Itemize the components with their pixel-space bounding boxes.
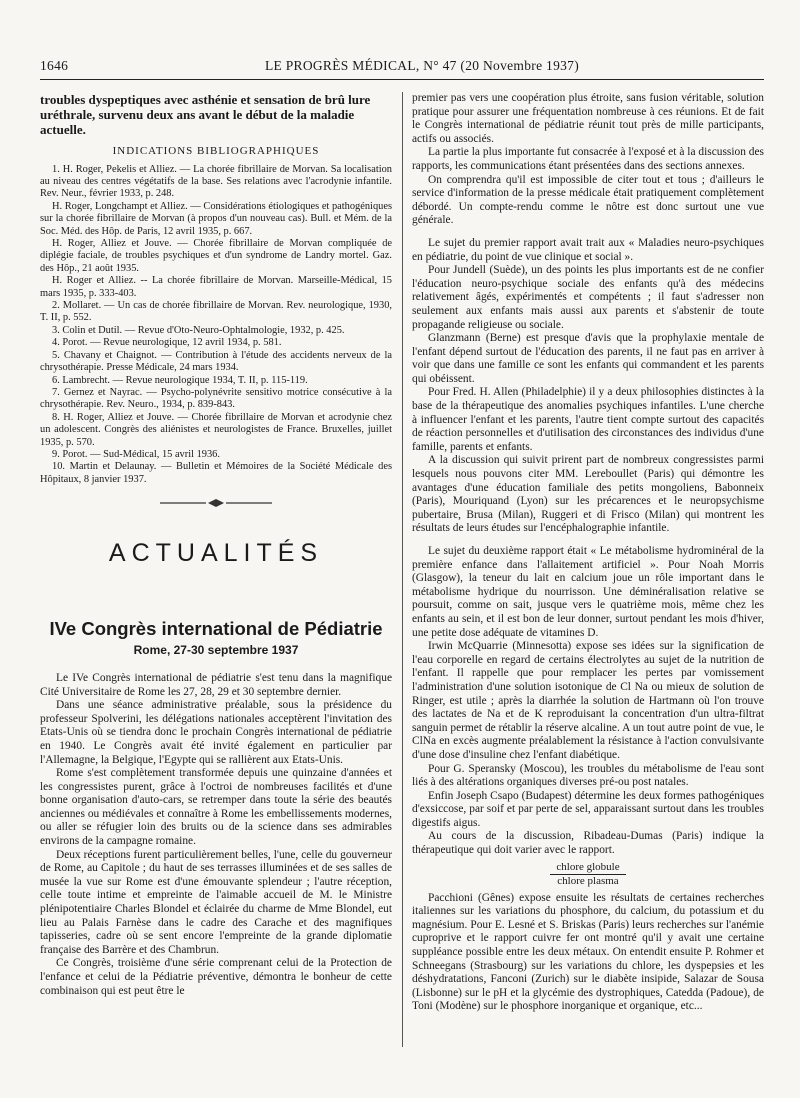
ratio-numerator: chlore globule bbox=[550, 861, 625, 875]
body-paragraph: Pacchioni (Gênes) expose ensuite les résultats de certaines recherches italiennes sur les variations du phosphore, du calcium, du potassium et du magnésium. Pour E. Lesné et S. Briskas (Paris) leurs recherches sur l'anémie cuproprive et le rapport cuivre fer ont montré qu'il y avait une certaine suppléance possible entre les deux métaux. On entendit ensuite P. Rohmer et Schneegans (Strasbourg) sur les variations du chlore, les dyspepsies et les déshydratations, Fanconi (Zurich) sur le diabète insipide, Salazar de Sousa (Lisbonne) sur le pH et la glycémie des dystrophiques, Catedda (Padoue), de Toni (Modène) sur le phosphore inorganique et organique, etc... bbox=[412, 891, 764, 1013]
reference-item: 10. Martin et Delaunay. — Bulletin et Mémoires de la Société Médicale des Hôpitaux, 8 janvier 1937. bbox=[40, 461, 392, 485]
reference-item: 5. Chavany et Chaignot. — Contribution à l'étude des accidents nerveux de la chrysothérapie. Presse Médicale, 24 mars 1934. bbox=[40, 349, 392, 374]
body-paragraph: Rome s'est complètement transformée depuis une quinzaine d'années et les congressistes purent, grâce à l'octroi de nombreuses facilités et d'une bonne organisation d'auto-cars, se retremper dans toute la série des beautés anciennes ou médiévales et connaître à Rome les embellissements modernes, ou aller se réfugier loin des bruits ou de la science dans ses admirables environs de la campagne romaine. bbox=[40, 767, 392, 848]
body-paragraph: Au cours de la discussion, Ribadeau-Dumas (Paris) indique la thérapeutique qui doit varier avec le rapport. bbox=[412, 830, 764, 857]
body-paragraph: Pour G. Speransky (Moscou), les troubles du métabolisme de l'eau sont liés à des altérations organiques diverses pré-ou post natales. bbox=[412, 762, 764, 789]
body-paragraph: Ce Congrès, troisième d'une série comprenant celui de la Protection de l'enfance et celui de la Pédiatrie préventive, démontra le bonheur de cette combinaison qui est peut être le bbox=[40, 957, 392, 997]
body-paragraph: Le IVe Congrès international de pédiatrie s'est tenu dans la magnifique Cité Universitaire de Rome les 27, 28, 29 et 30 septembre dernier. bbox=[40, 671, 392, 698]
left-column bbox=[40, 92, 392, 998]
body-paragraph: Irwin McQuarrie (Minnesotta) expose ses idées sur la signification de l'eau corporelle en regard de certains électrolytes au sujet de la nutrition de l'enfant. Il rappelle que pour remplacer les pertes par vomissement l'administration d'une solution isotonique de Cl Na ou mieux de solution de Ringer, est utile ; après la diarrhée la solution de Hartmann où l'on trouve des lactates de Na et de K reproduisant la concentration d'un ultra-filtrat sanguin permet de rétablir la réserve alcaline. A un tout autre point de vue, le ClNa en excès augmente préalablement la résistance à l'action convulsivante d'une dose d'insuline chez l'enfant diabétique. bbox=[412, 640, 764, 761]
reference-item: 7. Gernez et Nayrac. — Psycho-polynévrite sensitivo motrice consécutive à la chrysothérapie. Rev. Neuro., 1934, p. 839-843. bbox=[40, 386, 392, 411]
body-paragraph: La partie la plus importante fut consacrée à l'exposé et à la discussion des rapports, les communications étant présentées dans des sections annexes. bbox=[412, 146, 764, 172]
body-paragraph: Dans une séance administrative préalable, sous la présidence du professeur Spolverini, les délégations nationales acceptèrent l'invitation des Etats-Unis où se tiendra donc le prochain Congrès international de pédiatrie en 1940. Le Congrès avait été invité également en particulier par l'Allemagne, la Belgique, l'Egypte qui se rallièrent aux Etats-Unis. bbox=[40, 699, 392, 766]
reference-item: 4. Porot. — Revue neurologique, 12 avril 1934, p. 581. bbox=[52, 337, 282, 349]
reference-item: 1. H. Roger, Pekelis et Alliez. — La chorée fibrillaire de Morvan. Sa localisation au niveau des centres végétatifs de la base. Ses relations avec l'acrodynie infantile. Rev. Neur., février 1933, p. 248. bbox=[40, 163, 392, 200]
running-header bbox=[40, 58, 764, 76]
reference-item: 2. Mollaret. — Un cas de chorée fibrillaire de Morvan. Rev. neurologique, 1930, T. II, p. 552. bbox=[40, 300, 392, 324]
reference-item: H. Roger, Longchampt et Alliez. — Considérations étiologiques et pathogéniques sur la chorée fibrillaire de Morvan (à propos d'un nouveau cas). Bull. et Mém. de la Soc. Méd. des Hôp. de Paris, 12 avril 1935, p. 667. bbox=[40, 200, 392, 237]
body-paragraph: Le sujet du premier rapport avait trait aux « Maladies neuro-psychiques en pédiatrie, du point de vue clinique et social ». bbox=[412, 236, 764, 263]
bibliography-heading: INDICATIONS BIBLIOGRAPHIQUES bbox=[112, 145, 320, 157]
body-paragraph: Enfin Joseph Csapo (Budapest) détermine les deux formes pathogéniques d'exsiccose, par soif et par perte de sel, apparaissant surtout dans les troubles digestifs aigus. bbox=[412, 789, 764, 829]
congress-title: IVe Congrès international de Pédiatrie bbox=[49, 618, 383, 640]
reference-item: 3. Colin et Dutil. — Revue d'Oto-Neuro-Ophtalmologie, 1932, p. 425. bbox=[52, 324, 345, 336]
body-paragraph: A la discussion qui suivit prirent part de nombreux congressistes parmi lesquels nous pouvons citer MM. Lereboullet (Paris) qui démontre les avantages d'une éducation familiale des petits mongoliens, Babonneix (Paris), Mouriquand (Lyon) sur les précarences et le neuropsychisme pubertaire, Brusa (Milan), Ruggeri et di Frisco (Milan) qui montrent les résultats de leurs études sur l'encéphalographie infantile. bbox=[412, 454, 764, 535]
reference-item: 6. Lambrecht. — Revue neurologique 1934, T. II, p. 115-119. bbox=[52, 374, 308, 386]
ratio-formula bbox=[412, 861, 764, 888]
paragraph-gap bbox=[412, 536, 764, 545]
body-paragraph: Le sujet du deuxième rapport était « Le métabolisme hydrominéral de la première enfance dans l'allaitement artificiel ». Pour Noah Morris (Glasgow), la teneur du lait en calcium joue un rôle important dans le métabolisme hydrique du nourrisson. Une déminéralisation relative se poursuit, comme on sait, jusque vers le quatrième mois, même chez les enfants au sein, et il est bon de leur donner, surtout pendant les mois d'hiver, une petite dose adéquate de vitamines D. bbox=[412, 545, 764, 639]
reference-item: H. Roger, Alliez et Jouve. — Chorée fibrillaire de Morvan compliquée de diplégie faciale, de troubles psychiques et d'un syndrome de Landry mortel. Gaz. des Hôp., 21 août 1935. bbox=[40, 238, 392, 274]
body-paragraph: On comprendra qu'il est impossible de citer tout et tous ; d'ailleurs le service d'information de la presse médicale était pratiquement complètement débordé. Un compte-rendu comme le nôtre est donc surtout une vue générale. bbox=[412, 173, 764, 227]
ornament-divider bbox=[40, 498, 392, 513]
running-title: LE PROGRÈS MÉDICAL, N° 47 (20 Novembre 1937) bbox=[264, 58, 580, 73]
body-paragraph: Pour Fred. H. Allen (Philadelphie) il y a deux philosophies distinctes à la base de la thérapeutique des anomalies psychiques infantiles. L'une cherche à influencer l'enfant et les parents, l'autre tient compte surtout des capacités de réaction personnelles et d'utilisation des circonstances des individus d'une famille, parents et enfants. bbox=[412, 386, 764, 453]
header-rule bbox=[40, 79, 764, 80]
page-number: 1646 bbox=[40, 58, 69, 73]
bibliography-list bbox=[40, 164, 392, 487]
body-paragraph: premier pas vers une coopération plus étroite, sans fusion véritable, solution pratique pour assurer une fréquentation nombreuse à ces réunions. Et de fait le Congrès international de pédiatrie réunit tout près de mille participants, actifs ou associés. bbox=[412, 92, 764, 145]
right-column bbox=[412, 92, 764, 1014]
body-paragraph: Pour Jundell (Suède), un des points les plus importants est de ne confier l'éducation neuro-psychique sociale des enfants qu'à des médecins relativement âgés, expérimentés et compétents ; il faut s'adresser non seulement aux enfants mais aussi aux parents et s'abstenir de toute propagande religieuse ou sociale. bbox=[412, 264, 764, 331]
reference-item: 8. H. Roger, Alliez et Jouve. — Chorée fibrillaire de Morvan et acrodynie chez un adolescent. Congrès des aliénistes et neurologistes de France. Bruxelles, juillet 1935, p. 570. bbox=[40, 411, 392, 448]
reference-item: H. Roger et Alliez. -- La chorée fibrillaire de Morvan. Marseille-Médical, 15 mars 1935, p. 333-403. bbox=[40, 275, 392, 299]
section-title: ACTUALITÉS bbox=[108, 538, 324, 567]
ratio-denominator: chlore plasma bbox=[557, 874, 619, 887]
column-divider bbox=[402, 92, 403, 1047]
congress-date: Rome, 27-30 septembre 1937 bbox=[133, 643, 299, 658]
ornament-icon bbox=[156, 498, 276, 508]
body-paragraph: Deux réceptions furent particulièrement belles, l'une, celle du gouverneur de Rome, au Capitole ; du haut de ses terrasses illuminées et de ses salles de musée la vue sur Rome est d'une émouvante splendeur ; l'autre réception, celle toute intime et empreinte de l'aimable accueil de M. le Ministre plénipotentiaire Charles Blondel et éclairée du charme de Mme Blondel, eut lieu au Palais Farnèse dans le cadre des Carache et des magnifiques tapisseries, cadre où se sent encore l'empreinte de la grande diplomatie française des Barrère et des Chambrun. bbox=[40, 848, 392, 956]
paragraph-gap bbox=[412, 228, 764, 237]
lead-paragraph: troubles dyspeptiques avec asthénie et sensation de brû lure uréthrale, survenu deux ans avant le début de la maladie actuelle. bbox=[40, 92, 371, 137]
body-paragraph: Glanzmann (Berne) est presque d'avis que la prophylaxie mentale de l'enfant dépend surtout de l'éducation des parents, il ne faut pas en arriver à voir que dans une famille ce sont les enfants qui commandent et les parents qui obéissent. bbox=[412, 332, 764, 385]
reference-item: 9. Porot. — Sud-Médical, 15 avril 1936. bbox=[52, 448, 220, 460]
